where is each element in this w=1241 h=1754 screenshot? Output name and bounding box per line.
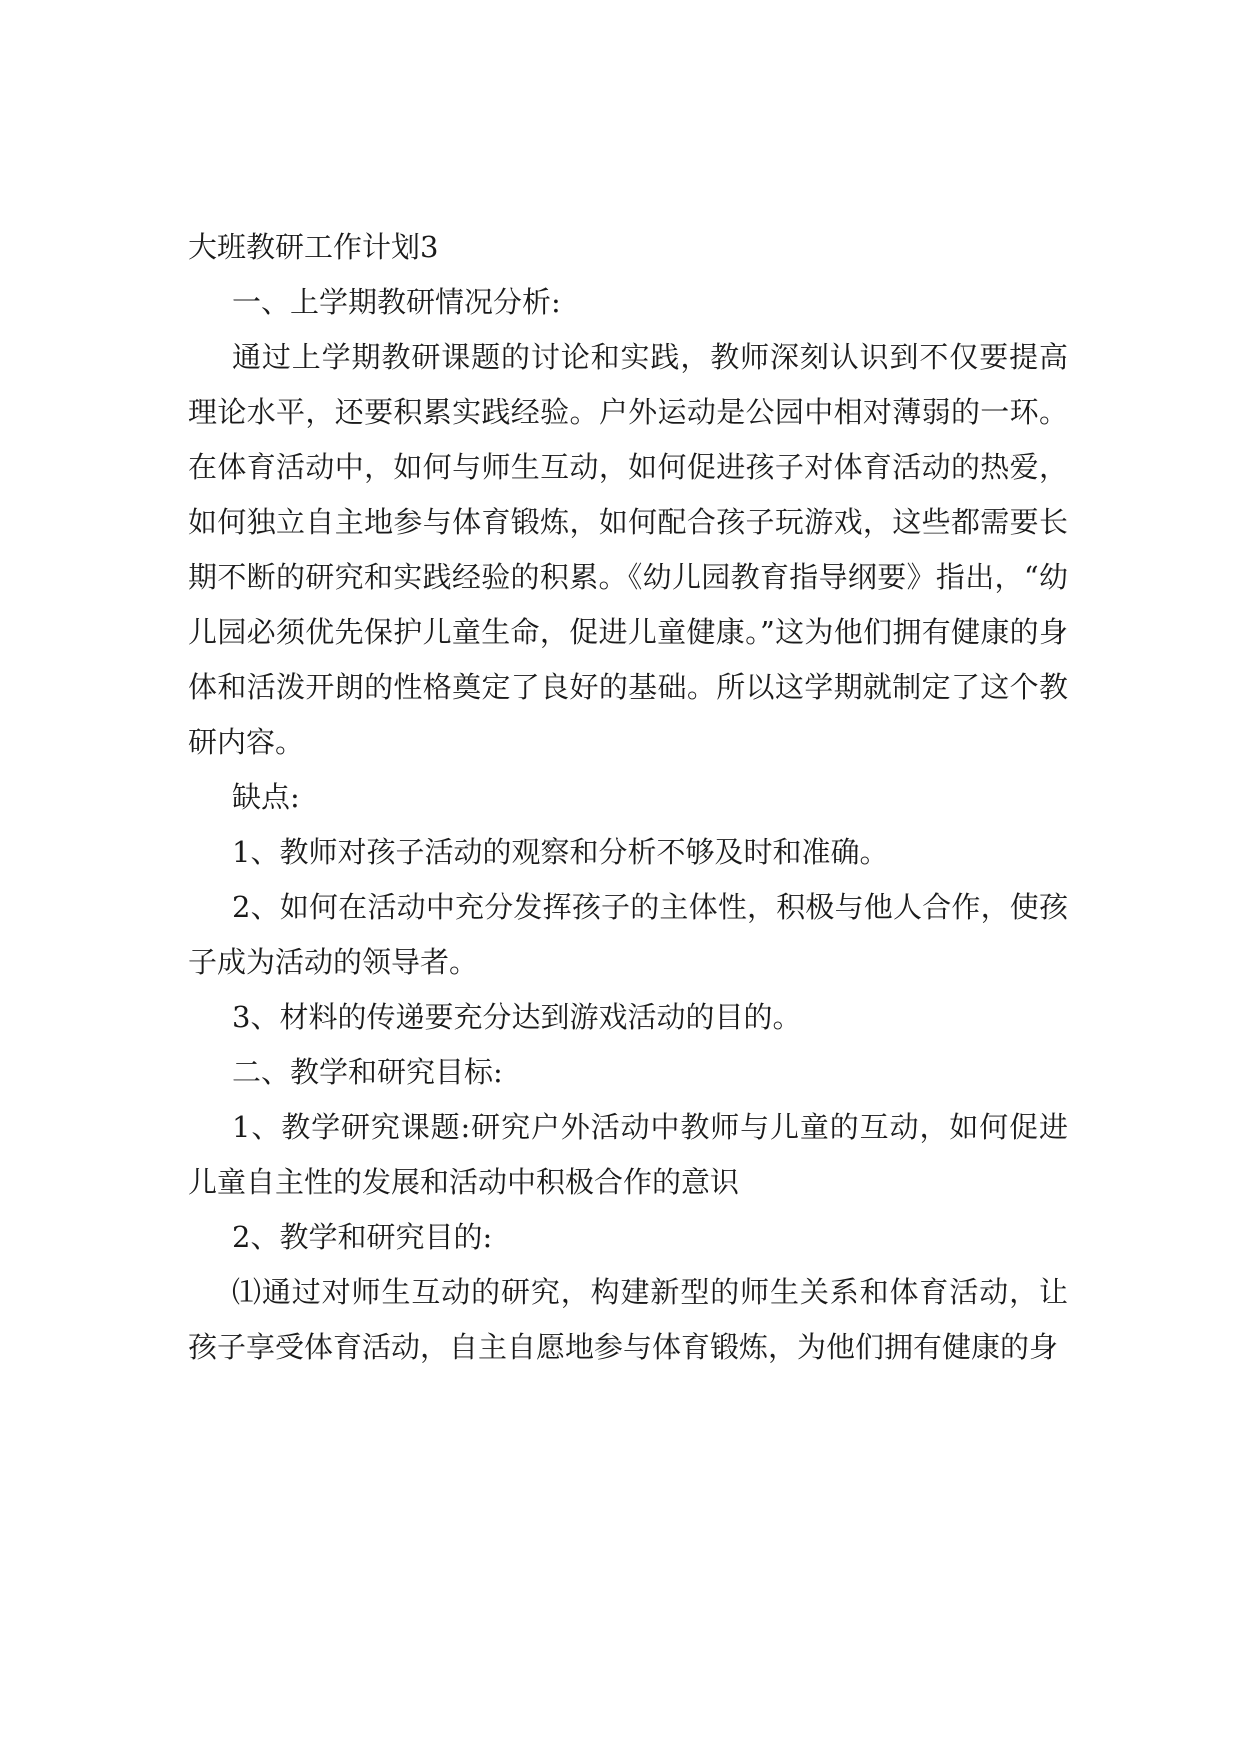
list-item-shortcoming-3: 3、材料的传递要充分达到游戏活动的目的。 [232, 1000, 802, 1034]
subheading-shortcomings: 缺点: [232, 780, 300, 814]
list-item-goal-topic: 1、教学研究课题:研究户外活动中教师与儿童的互动，如何促进儿童自主性的发展和活动中积极合作的意识 [188, 1110, 1068, 1199]
section-heading-analysis: 一、上学期教研情况分析: [232, 285, 561, 319]
list-item-goal-purpose: 2、教学和研究目的: [232, 1220, 493, 1254]
document-title: 大班教研工作计划3 [188, 230, 439, 264]
list-item-shortcoming-2: 2、如何在活动中充分发挥孩子的主体性，积极与他人合作，使孩子成为活动的领导者。 [188, 890, 1068, 979]
document-body [188, 220, 1068, 1375]
section-heading-goals: 二、教学和研究目标: [232, 1055, 503, 1089]
list-item-shortcoming-1: 1、教师对孩子活动的观察和分析不够及时和准确。 [232, 835, 889, 869]
paragraph-purpose-1: ⑴通过对师生互动的研究，构建新型的师生关系和体育活动，让孩子享受体育活动，自主自愿地参与体育锻炼，为他们拥有健康的身 [188, 1275, 1068, 1364]
paragraph-analysis-body: 通过上学期教研课题的讨论和实践，教师深刻认识到不仅要提高理论水平，还要积累实践经验。户外运动是公园中相对薄弱的一环。在体育活动中，如何与师生互动，如何促进孩子对体育活动的热爱，如何独立自主地参与体育锻炼，如何配合孩子玩游戏，这些都需要长期不断的研究和实践经验的积累。《幼儿园教育指导纲要》指出，“幼儿园必须优先保护儿童生命，促进儿童健康。”这为他们拥有健康的身体和活泼开朗的性格奠定了良好的基础。所以这学期就制定了这个教研内容。 [188, 340, 1068, 759]
